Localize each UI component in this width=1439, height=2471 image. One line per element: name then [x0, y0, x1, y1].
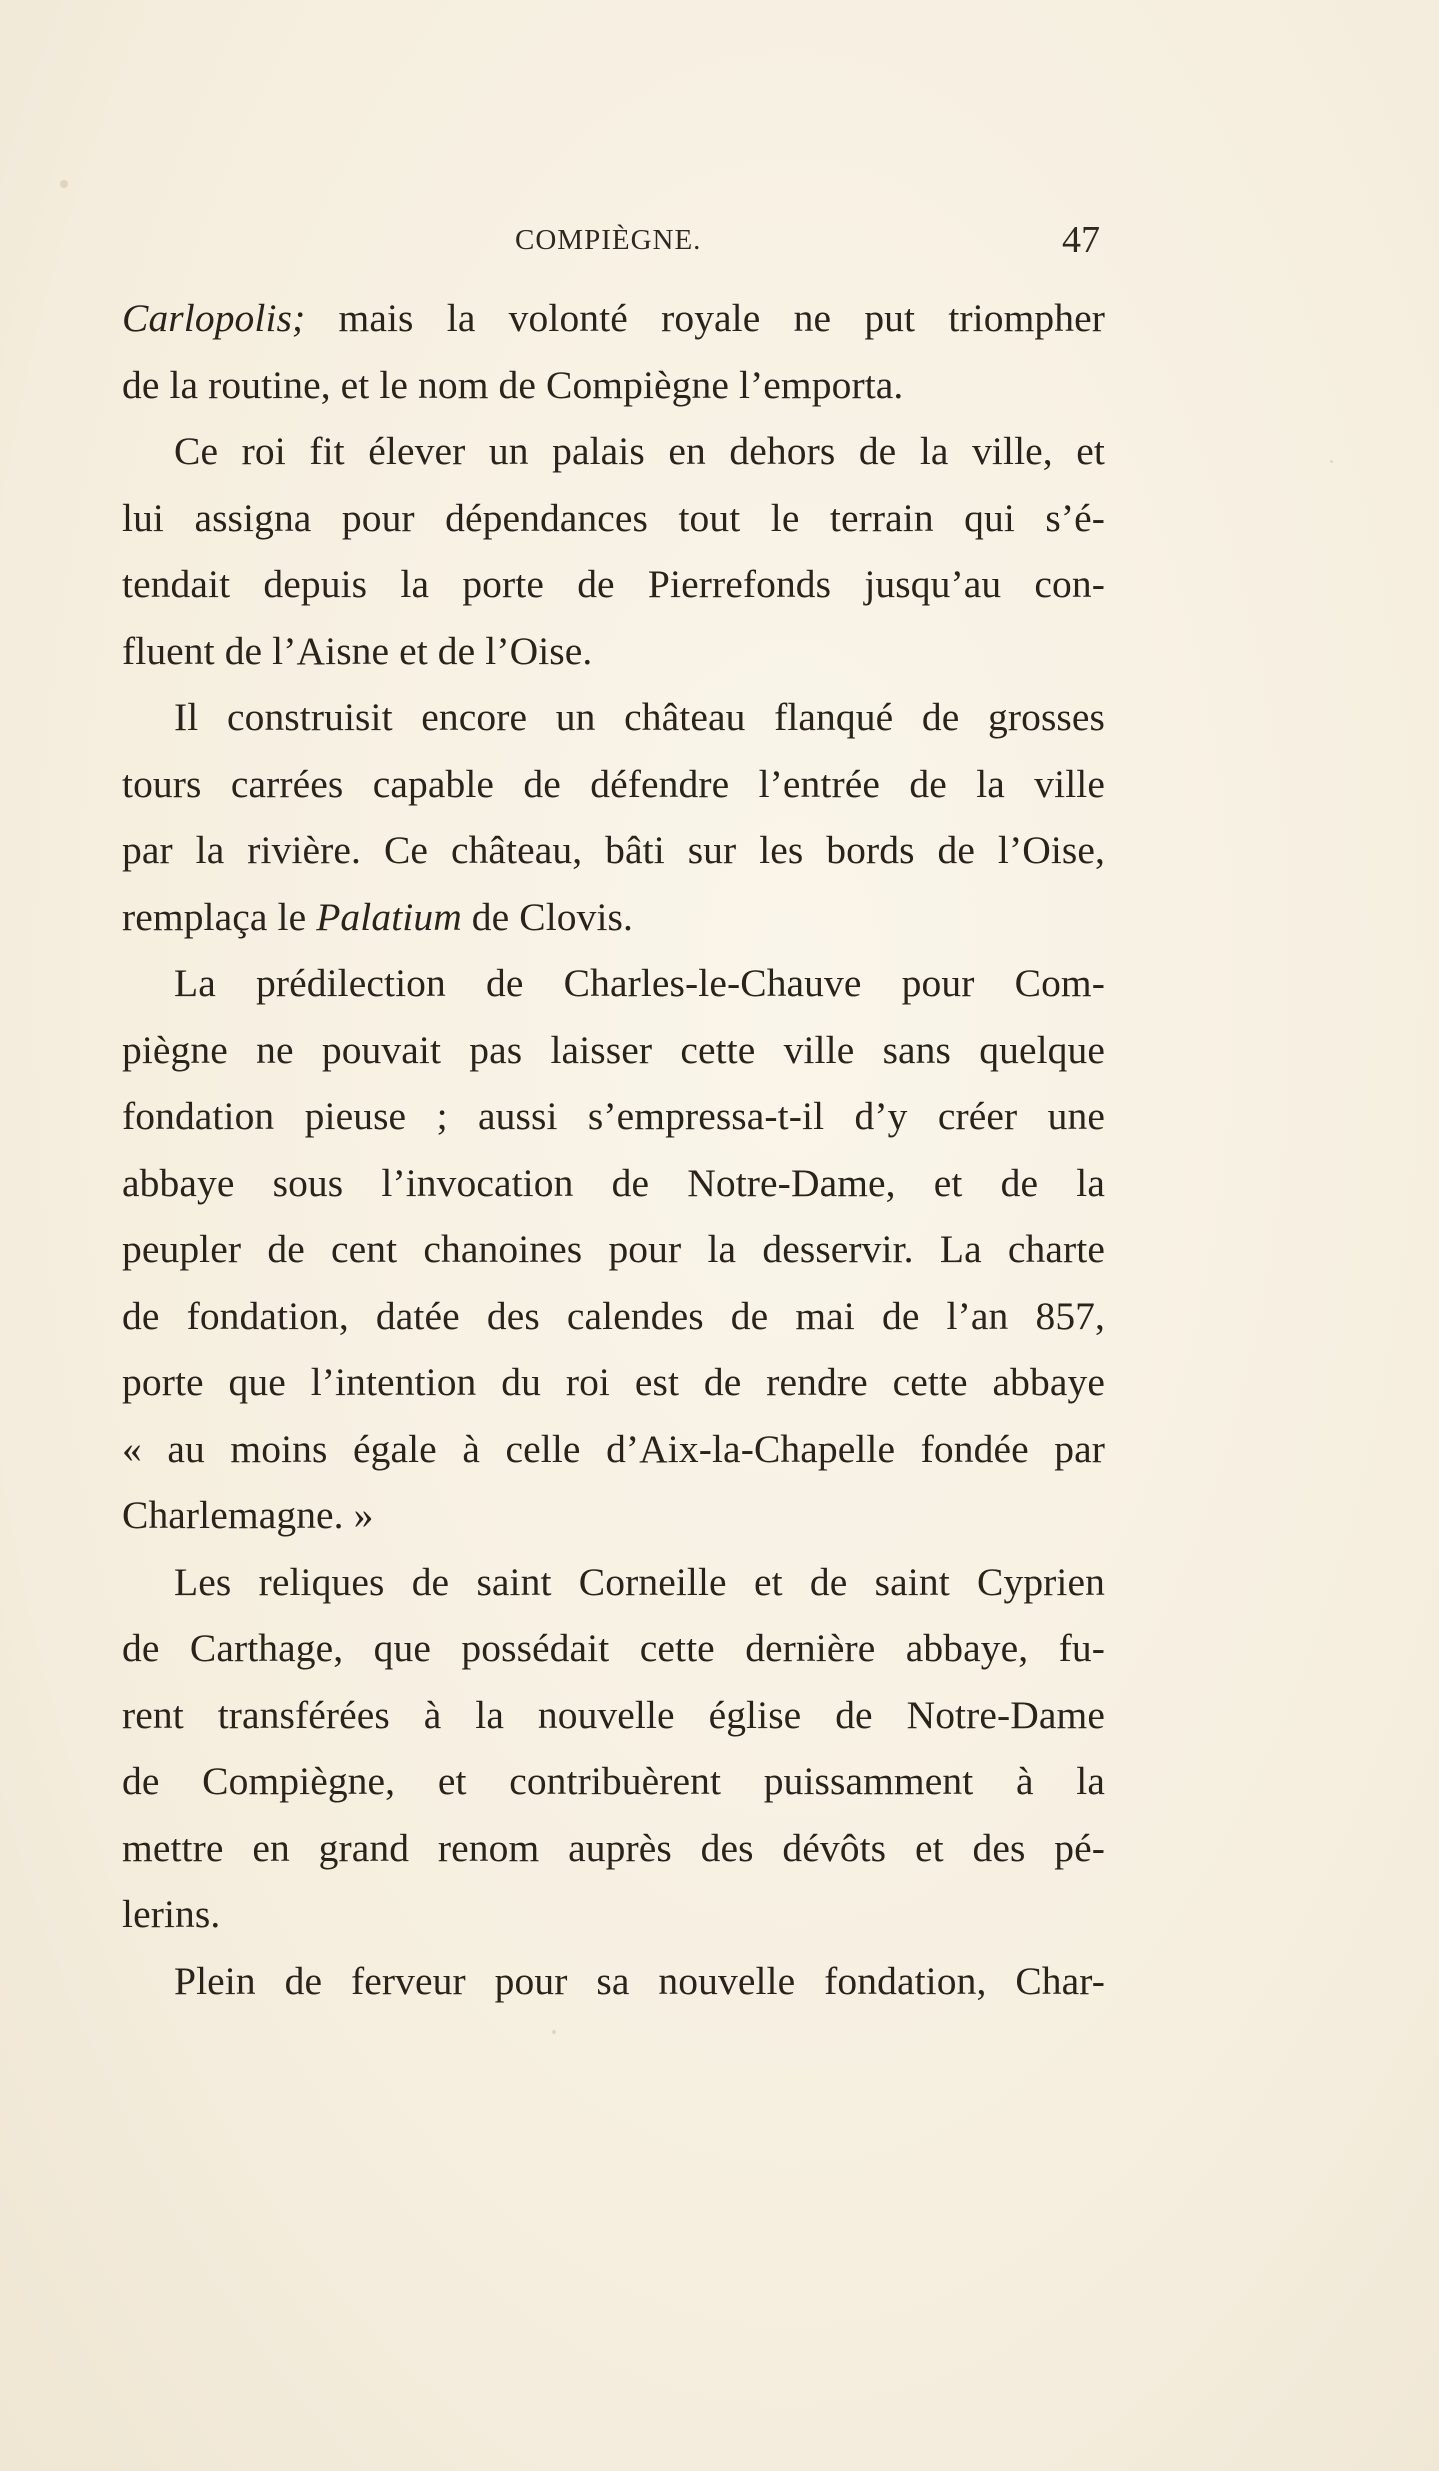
text-line: tours carrées capable de défendre l’entrée de la ville [122, 761, 1105, 806]
text-line: tendait depuis la porte de Pierrefonds jusqu’au con- [122, 562, 1105, 606]
text-line: lerins. [122, 1892, 221, 1936]
line-segment: mais la volonté royale ne put triompher [305, 296, 1105, 340]
paper-speck [552, 2030, 556, 2034]
text-line: fluent de l’Aisne et de l’Oise. [122, 628, 593, 673]
text-line: Ce roi fit élever un palais en dehors de la ville, et [174, 429, 1105, 473]
text-line: fondation pieuse ; aussi s’empressa-t-il d’y créer une [122, 1094, 1105, 1138]
text-line: de la routine, et le nom de Compiègne l’emporta. [122, 362, 904, 407]
running-head: COMPIÈGNE. [515, 224, 702, 256]
text-line: Les reliques de saint Corneille et de saint Cyprien [174, 1559, 1105, 1604]
text-line: Plein de ferveur pour sa nouvelle fondation, Char- [174, 1958, 1105, 2003]
body-text [122, 285, 1105, 2014]
italic-word: Palatium [316, 894, 462, 939]
paper-speck [60, 180, 68, 188]
text-line: piègne ne pouvait pas laisser cette ville sans quelque [122, 1027, 1105, 1072]
line-segment: de Clovis. [461, 894, 634, 939]
text-line: abbaye sous l’invocation de Notre-Dame, et de la [122, 1160, 1105, 1205]
text-line: porte que l’intention du roi est de rendre cette abbaye [122, 1360, 1105, 1404]
text-line: de Compiègne, et contribuèrent puissamment à la [122, 1759, 1105, 1803]
italic-word: Carlopolis; [122, 296, 306, 340]
text-line: Il construisit encore un château flanqué de grosses [174, 695, 1105, 739]
text-line: lui assigna pour dépendances tout le terrain qui s’é- [122, 495, 1105, 540]
text-line: de fondation, datée des calendes de mai de l’an 857, [122, 1293, 1105, 1338]
text-line: Charlemagne. » [122, 1493, 374, 1537]
paper-speck [1330, 460, 1333, 463]
text-line: de Carthage, que possédait cette dernière abbaye, fu- [122, 1626, 1105, 1670]
text-line [122, 285, 1105, 352]
line-segment: remplaça le [122, 894, 317, 939]
text-line: « au moins égale à celle d’Aix-la-Chapelle fondée par [122, 1426, 1105, 1471]
text-line: peupler de cent chanoines pour la desservir. La charte [122, 1227, 1105, 1271]
text-line [122, 884, 1105, 951]
text-line: mettre en grand renom auprès des dévôts et des pé- [122, 1825, 1105, 1870]
page-header [125, 218, 1100, 268]
page-number: 47 [1062, 219, 1100, 261]
text-line: par la rivière. Ce château, bâti sur les bords de l’Oise, [122, 828, 1105, 872]
text-line: rent transférées à la nouvelle église de Notre-Dame [122, 1692, 1105, 1737]
text-line: La prédilection de Charles-le-Chauve pour Com- [174, 961, 1105, 1005]
